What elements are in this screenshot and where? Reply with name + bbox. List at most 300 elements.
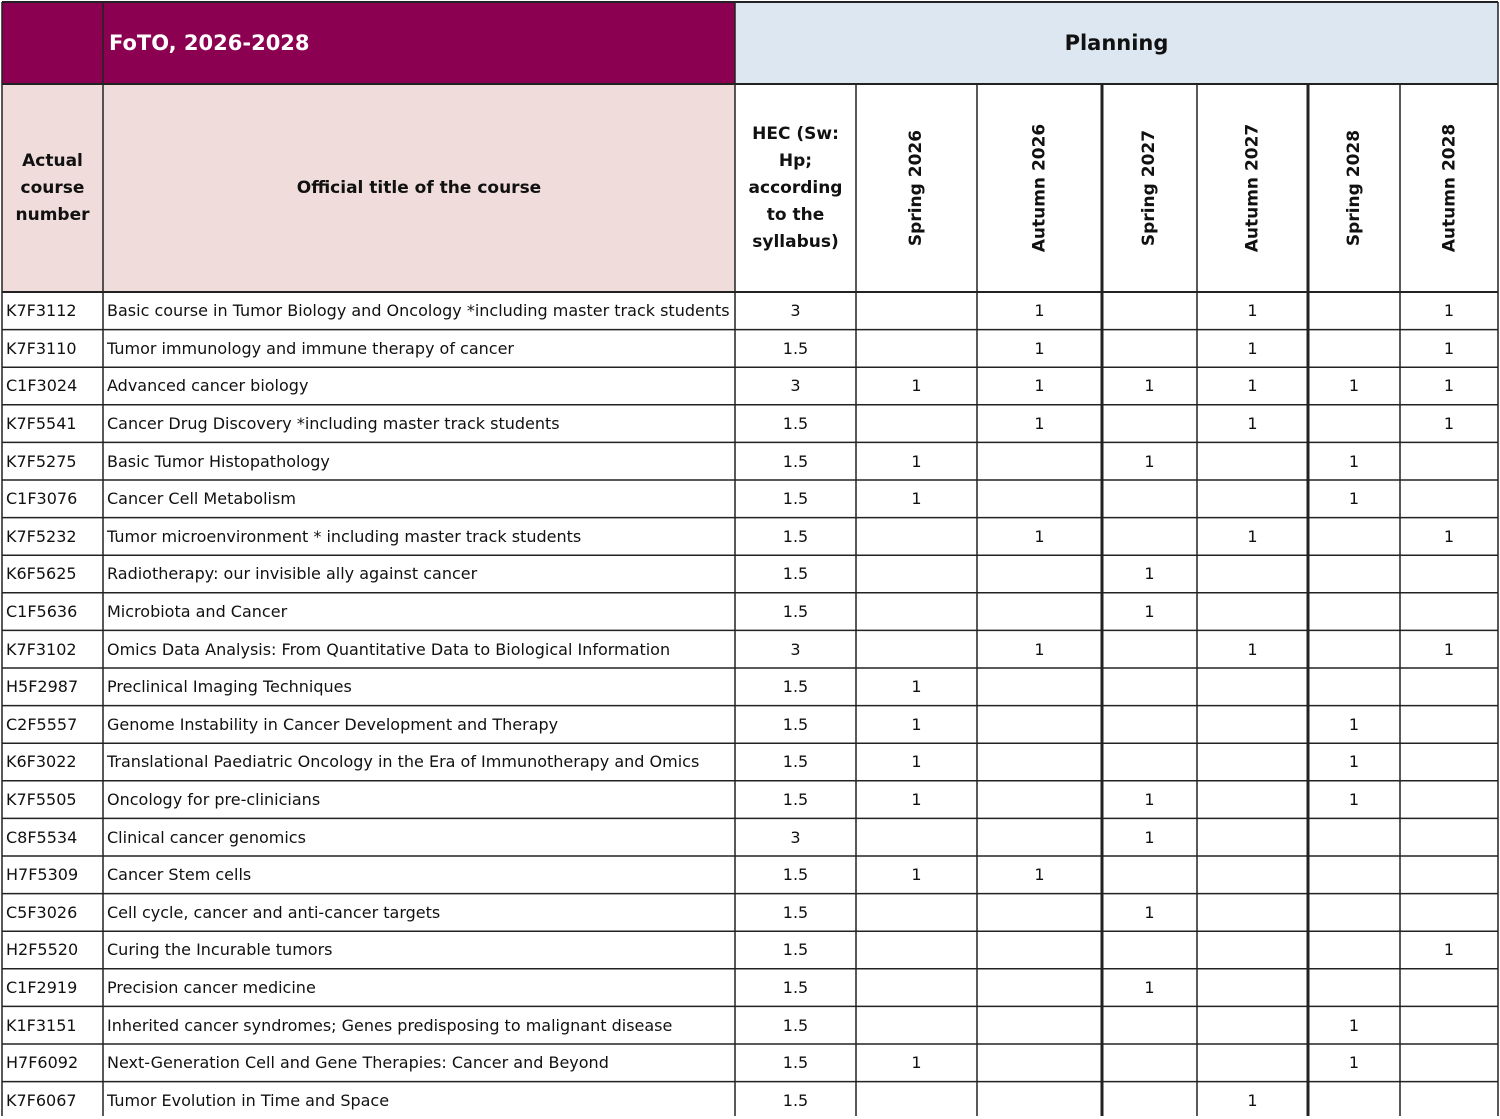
course-title-cell-text: Cell cycle, cancer and anti-cancer targets: [107, 902, 441, 922]
course-code-cell[interactable]: [2, 818, 103, 856]
semester-mark-cell[interactable]: [1197, 818, 1308, 856]
course-code-cell[interactable]: [2, 706, 103, 744]
course-code-cell[interactable]: [2, 480, 103, 518]
semester-mark-cell[interactable]: [977, 1082, 1102, 1119]
semester-mark-cell[interactable]: [1102, 405, 1197, 443]
semester-mark-cell[interactable]: [1400, 969, 1498, 1007]
semester-mark-cell[interactable]: [1308, 593, 1400, 631]
semester-mark-cell[interactable]: [856, 743, 977, 781]
course-code-cell-text: H2F5520: [6, 940, 79, 960]
semester-mark-cell[interactable]: [1197, 555, 1308, 593]
semester-mark-cell[interactable]: [1197, 1082, 1308, 1119]
hec-cell-text: 1.5: [782, 414, 809, 434]
semester-mark-cell-text: 1: [1144, 564, 1155, 584]
semester-mark-cell[interactable]: [1197, 931, 1308, 969]
course-title-cell[interactable]: [103, 480, 735, 518]
course-code-cell[interactable]: [2, 931, 103, 969]
semester-mark-cell[interactable]: [977, 330, 1102, 368]
semester-mark-cell[interactable]: [977, 630, 1102, 668]
course-code-cell[interactable]: [2, 743, 103, 781]
hec-cell-text: 1.5: [782, 790, 809, 810]
hec-cell[interactable]: [735, 367, 856, 405]
course-title-cell[interactable]: [103, 630, 735, 668]
course-title-cell[interactable]: [103, 894, 735, 932]
semester-mark-cell[interactable]: [1400, 480, 1498, 518]
semester-mark-cell-text: 1: [1247, 526, 1258, 546]
course-title-cell-text: Cancer Drug Discovery *including master track students: [107, 414, 560, 434]
semester-mark-cell-text: 1: [1247, 376, 1258, 396]
semester-mark-cell[interactable]: [1197, 969, 1308, 1007]
course-title-cell-text: Clinical cancer genomics: [107, 827, 306, 847]
semester-mark-cell[interactable]: [1400, 292, 1498, 330]
semester-mark-cell[interactable]: [1308, 480, 1400, 518]
hec-cell[interactable]: [735, 931, 856, 969]
semester-mark-cell[interactable]: [977, 743, 1102, 781]
semester-mark-cell[interactable]: [856, 818, 977, 856]
semester-mark-cell[interactable]: [856, 1006, 977, 1044]
semester-mark-cell[interactable]: [1197, 1044, 1308, 1082]
semester-mark-cell-text: 1: [1247, 639, 1258, 659]
semester-mark-cell-text: 1: [1247, 414, 1258, 434]
semester-mark-cell[interactable]: [1400, 706, 1498, 744]
course-code-cell-text: K6F3022: [6, 752, 77, 772]
semester-mark-cell[interactable]: [1400, 518, 1498, 556]
semester-label: Spring 2027: [1139, 129, 1160, 247]
semester-mark-cell[interactable]: [1308, 518, 1400, 556]
course-code-cell-text: K7F3102: [6, 639, 77, 659]
semester-mark-cell-text: 1: [1034, 301, 1045, 321]
hec-cell-text: 1.5: [782, 338, 809, 358]
hec-cell[interactable]: [735, 405, 856, 443]
course-title-cell-text: Translational Paediatric Oncology in the Era of Immunotherapy and Omics: [107, 752, 700, 772]
semester-header-4[interactable]: [1197, 84, 1308, 292]
semester-mark-cell[interactable]: [856, 1082, 977, 1119]
semester-mark-cell[interactable]: [1400, 894, 1498, 932]
semester-mark-cell[interactable]: [1400, 330, 1498, 368]
semester-mark-cell[interactable]: [1102, 1082, 1197, 1119]
semester-mark-cell[interactable]: [977, 969, 1102, 1007]
semester-mark-cell[interactable]: [856, 555, 977, 593]
course-code-cell-text: K7F5275: [6, 451, 77, 471]
hec-cell[interactable]: [735, 292, 856, 330]
planning-header-cell[interactable]: [735, 2, 1498, 84]
semester-mark-cell[interactable]: [856, 706, 977, 744]
program-title-cell[interactable]: [103, 2, 735, 84]
course-title-cell[interactable]: [103, 969, 735, 1007]
semester-mark-cell[interactable]: [1308, 781, 1400, 819]
course-title-cell-text: Radiotherapy: our invisible ally against cancer: [107, 564, 478, 584]
semester-mark-cell[interactable]: [1400, 1006, 1498, 1044]
code-header-cell[interactable]: [2, 84, 103, 292]
hec-header: HEC (Sw: Hp; according to the syllabus): [748, 123, 843, 252]
course-title-cell[interactable]: [103, 1006, 735, 1044]
hec-cell-text: 3: [790, 376, 801, 396]
semester-mark-cell[interactable]: [856, 593, 977, 631]
hec-cell[interactable]: [735, 1044, 856, 1082]
course-code-cell-text: K7F6067: [6, 1090, 77, 1110]
course-title-cell-text: Microbiota and Cancer: [107, 602, 288, 622]
course-code-cell-text: H7F5309: [6, 865, 79, 885]
hec-cell[interactable]: [735, 593, 856, 631]
semester-mark-cell-text: 1: [1348, 790, 1360, 810]
semester-mark-cell[interactable]: [1197, 668, 1308, 706]
semester-header-1[interactable]: [856, 84, 977, 292]
course-title-cell-text: Oncology for pre-clinicians: [107, 790, 321, 810]
hec-cell[interactable]: [735, 1006, 856, 1044]
hec-cell[interactable]: [735, 330, 856, 368]
hec-cell[interactable]: [735, 781, 856, 819]
hec-cell-text: 1.5: [782, 940, 809, 960]
corner-cell[interactable]: [2, 2, 103, 84]
course-title-cell-text: Preclinical Imaging Techniques: [107, 677, 352, 697]
semester-mark-cell[interactable]: [1197, 518, 1308, 556]
semester-mark-cell-text: 1: [1443, 414, 1455, 434]
semester-mark-cell-text: 1: [1443, 526, 1455, 546]
semester-mark-cell[interactable]: [1308, 931, 1400, 969]
semester-mark-cell-text: 1: [1144, 902, 1155, 922]
semester-mark-cell[interactable]: [1102, 1044, 1197, 1082]
semester-label: Autumn 2026: [1029, 123, 1050, 253]
hec-cell[interactable]: [735, 555, 856, 593]
course-title-cell[interactable]: [103, 330, 735, 368]
semester-mark-cell[interactable]: [1400, 1082, 1498, 1119]
course-title-cell[interactable]: [103, 781, 735, 819]
course-title-cell[interactable]: [103, 292, 735, 330]
semester-mark-cell[interactable]: [1102, 292, 1197, 330]
course-code-cell-text: H7F6092: [6, 1053, 79, 1073]
semester-mark-cell[interactable]: [1400, 781, 1498, 819]
semester-mark-cell[interactable]: [977, 292, 1102, 330]
course-code-cell-text: C5F3026: [6, 902, 78, 922]
semester-mark-cell-text: 1: [1247, 1090, 1258, 1110]
semester-mark-cell[interactable]: [1197, 593, 1308, 631]
semester-mark-cell[interactable]: [977, 480, 1102, 518]
semester-mark-cell[interactable]: [1102, 969, 1197, 1007]
semester-mark-cell[interactable]: [856, 781, 977, 819]
hec-cell[interactable]: [735, 668, 856, 706]
course-title-cell-text: Tumor Evolution in Time and Space: [107, 1090, 390, 1110]
semester-mark-cell[interactable]: [856, 405, 977, 443]
semester-mark-cell[interactable]: [1102, 442, 1197, 480]
course-code-cell[interactable]: [2, 405, 103, 443]
semester-mark-cell[interactable]: [856, 292, 977, 330]
semester-mark-cell[interactable]: [1197, 781, 1308, 819]
semester-mark-cell[interactable]: [1400, 818, 1498, 856]
semester-mark-cell[interactable]: [1197, 1006, 1308, 1044]
semester-mark-cell[interactable]: [1308, 630, 1400, 668]
course-title-cell[interactable]: [103, 593, 735, 631]
semester-mark-cell[interactable]: [1102, 931, 1197, 969]
course-code-cell-text: K7F5232: [6, 526, 77, 546]
hec-cell[interactable]: [735, 1082, 856, 1119]
course-code-cell[interactable]: [2, 894, 103, 932]
semester-mark-cell[interactable]: [1308, 1082, 1400, 1119]
semester-mark-cell-text: 1: [1144, 827, 1155, 847]
semester-mark-cell-text: 1: [1034, 414, 1045, 434]
semester-mark-cell[interactable]: [977, 405, 1102, 443]
semester-mark-cell[interactable]: [977, 442, 1102, 480]
semester-mark-cell-text: 1: [1348, 714, 1360, 734]
hec-cell[interactable]: [735, 442, 856, 480]
semester-mark-cell[interactable]: [1308, 818, 1400, 856]
semester-mark-cell[interactable]: [1400, 668, 1498, 706]
hec-cell-text: 1.5: [782, 564, 809, 584]
course-code-cell-text: K1F3151: [6, 1015, 77, 1035]
course-code-cell[interactable]: [2, 781, 103, 819]
semester-mark-cell[interactable]: [1102, 1006, 1197, 1044]
semester-mark-cell[interactable]: [1308, 330, 1400, 368]
semester-header-3[interactable]: [1102, 84, 1197, 292]
semester-mark-cell[interactable]: [977, 367, 1102, 405]
course-code-cell[interactable]: [2, 292, 103, 330]
semester-mark-cell[interactable]: [1197, 480, 1308, 518]
semester-mark-cell-text: 1: [911, 677, 922, 697]
course-code-cell[interactable]: [2, 1044, 103, 1082]
course-code-cell-text: K7F3110: [6, 338, 77, 358]
hec-cell[interactable]: [735, 856, 856, 894]
semester-mark-cell[interactable]: [1102, 856, 1197, 894]
hec-cell-text: 1.5: [782, 978, 809, 998]
hec-cell[interactable]: [735, 969, 856, 1007]
semester-header-5[interactable]: [1308, 84, 1400, 292]
course-code-cell[interactable]: [2, 969, 103, 1007]
semester-mark-cell-text: 1: [1443, 940, 1455, 960]
course-title-cell[interactable]: [103, 743, 735, 781]
semester-mark-cell[interactable]: [977, 1006, 1102, 1044]
course-title-cell[interactable]: [103, 931, 735, 969]
hec-cell-text: 1.5: [782, 602, 809, 622]
course-title-cell[interactable]: [103, 856, 735, 894]
course-title-cell-text: Precision cancer medicine: [107, 978, 316, 998]
semester-header-6[interactable]: [1400, 84, 1498, 292]
course-code-cell[interactable]: [2, 856, 103, 894]
course-title-cell-text: Basic Tumor Histopathology: [107, 451, 330, 471]
course-title-cell-text: Inherited cancer syndromes; Genes predisposing to malignant disease: [107, 1015, 673, 1035]
semester-mark-cell[interactable]: [1308, 555, 1400, 593]
semester-mark-cell[interactable]: [1197, 405, 1308, 443]
hec-cell-text: 1.5: [782, 489, 809, 509]
semester-mark-cell[interactable]: [1308, 743, 1400, 781]
semester-mark-cell[interactable]: [856, 367, 977, 405]
semester-mark-cell[interactable]: [1400, 442, 1498, 480]
course-title-cell[interactable]: [103, 518, 735, 556]
course-title-cell-text: Omics Data Analysis: From Quantitative Data to Biological Information: [107, 639, 671, 659]
course-title-cell-text: Basic course in Tumor Biology and Oncology *including master track students: [107, 301, 730, 321]
semester-mark-cell[interactable]: [1400, 593, 1498, 631]
semester-mark-cell[interactable]: [977, 593, 1102, 631]
semester-header-2[interactable]: [977, 84, 1102, 292]
course-code-cell[interactable]: [2, 367, 103, 405]
semester-mark-cell[interactable]: [1102, 593, 1197, 631]
semester-mark-cell[interactable]: [1400, 555, 1498, 593]
semester-mark-cell-text: 1: [1348, 489, 1360, 509]
semester-mark-cell[interactable]: [977, 706, 1102, 744]
semester-mark-cell[interactable]: [1102, 630, 1197, 668]
semester-mark-cell-text: 1: [1144, 978, 1155, 998]
semester-mark-cell[interactable]: [1400, 405, 1498, 443]
hec-cell-text: 3: [790, 827, 801, 847]
semester-mark-cell[interactable]: [1102, 781, 1197, 819]
hec-cell-text: 1.5: [782, 677, 809, 697]
course-title-cell[interactable]: [103, 405, 735, 443]
semester-mark-cell[interactable]: [1102, 894, 1197, 932]
semester-mark-cell[interactable]: [1197, 894, 1308, 932]
semester-mark-cell[interactable]: [1197, 367, 1308, 405]
course-title-cell-text: Tumor immunology and immune therapy of cancer: [107, 338, 514, 358]
semester-mark-cell[interactable]: [856, 894, 977, 932]
semester-mark-cell-text: 1: [1348, 1015, 1360, 1035]
course-title-cell-text: Curing the Incurable tumors: [107, 940, 333, 960]
course-code-cell[interactable]: [2, 1006, 103, 1044]
semester-mark-cell[interactable]: [977, 856, 1102, 894]
semester-mark-cell-text: 1: [1348, 1053, 1360, 1073]
semester-mark-cell[interactable]: [1102, 518, 1197, 556]
course-title-cell[interactable]: [103, 367, 735, 405]
semester-mark-cell[interactable]: [856, 630, 977, 668]
course-code-cell[interactable]: [2, 1082, 103, 1119]
semester-mark-cell[interactable]: [977, 518, 1102, 556]
hec-cell[interactable]: [735, 630, 856, 668]
semester-label: Autumn 2028: [1439, 123, 1460, 253]
semester-mark-cell[interactable]: [1197, 442, 1308, 480]
hec-cell[interactable]: [735, 706, 856, 744]
semester-mark-cell[interactable]: [856, 330, 977, 368]
course-title-cell-text: Next-Generation Cell and Gene Therapies: Cancer and Beyond: [107, 1053, 609, 1073]
semester-mark-cell-text: 1: [911, 752, 922, 772]
program-title: FoTO, 2026-2028: [109, 31, 310, 55]
semester-mark-cell[interactable]: [1308, 405, 1400, 443]
semester-mark-cell[interactable]: [977, 818, 1102, 856]
course-title-cell[interactable]: [103, 668, 735, 706]
semester-mark-cell[interactable]: [1197, 292, 1308, 330]
semester-mark-cell[interactable]: [856, 931, 977, 969]
hec-cell[interactable]: [735, 743, 856, 781]
semester-mark-cell[interactable]: [1102, 706, 1197, 744]
course-code-cell[interactable]: [2, 668, 103, 706]
semester-mark-cell[interactable]: [1308, 969, 1400, 1007]
course-code-cell[interactable]: [2, 518, 103, 556]
semester-mark-cell[interactable]: [977, 555, 1102, 593]
semester-mark-cell[interactable]: [1102, 480, 1197, 518]
semester-label: Spring 2026: [906, 129, 927, 247]
semester-mark-cell[interactable]: [1400, 1044, 1498, 1082]
semester-mark-cell[interactable]: [856, 668, 977, 706]
course-code-cell-text: C8F5534: [6, 827, 78, 847]
course-code-cell-text: C1F3076: [6, 489, 78, 509]
semester-mark-cell[interactable]: [1308, 442, 1400, 480]
hec-cell-text: 1.5: [782, 865, 809, 885]
semester-mark-cell[interactable]: [856, 969, 977, 1007]
semester-mark-cell[interactable]: [1400, 367, 1498, 405]
semester-mark-cell[interactable]: [1308, 668, 1400, 706]
semester-mark-cell[interactable]: [977, 894, 1102, 932]
course-code-cell[interactable]: [2, 630, 103, 668]
hec-cell[interactable]: [735, 480, 856, 518]
semester-mark-cell[interactable]: [977, 781, 1102, 819]
hec-cell-text: 1.5: [782, 526, 809, 546]
semester-mark-cell[interactable]: [1308, 706, 1400, 744]
hec-cell[interactable]: [735, 894, 856, 932]
hec-cell[interactable]: [735, 518, 856, 556]
semester-mark-cell-text: 1: [1034, 376, 1045, 396]
course-title-cell[interactable]: [103, 818, 735, 856]
semester-mark-cell[interactable]: [977, 668, 1102, 706]
semester-mark-cell[interactable]: [1197, 706, 1308, 744]
course-title-cell[interactable]: [103, 555, 735, 593]
semester-mark-cell[interactable]: [1400, 931, 1498, 969]
course-code-cell[interactable]: [2, 555, 103, 593]
course-code-cell-text: K7F3112: [6, 301, 77, 321]
semester-mark-cell[interactable]: [1400, 630, 1498, 668]
course-code-cell-text: C1F2919: [6, 978, 78, 998]
semester-mark-cell[interactable]: [1102, 555, 1197, 593]
semester-mark-cell-text: 1: [1247, 338, 1258, 358]
semester-mark-cell[interactable]: [1197, 630, 1308, 668]
semester-mark-cell[interactable]: [977, 931, 1102, 969]
course-code-cell-text: K7F5505: [6, 790, 77, 810]
semester-mark-cell[interactable]: [1102, 668, 1197, 706]
semester-mark-cell-text: 1: [1144, 376, 1155, 396]
semester-mark-cell-text: 1: [1443, 376, 1455, 396]
semester-mark-cell-text: 1: [911, 451, 922, 471]
semester-mark-cell-text: 1: [1144, 451, 1155, 471]
semester-mark-cell[interactable]: [1102, 367, 1197, 405]
semester-mark-cell-text: 1: [1144, 790, 1155, 810]
semester-mark-cell-text: 1: [1443, 338, 1455, 358]
semester-mark-cell[interactable]: [1197, 330, 1308, 368]
semester-mark-cell[interactable]: [856, 442, 977, 480]
semester-mark-cell[interactable]: [1308, 856, 1400, 894]
course-title-cell[interactable]: [103, 706, 735, 744]
semester-mark-cell[interactable]: [1400, 856, 1498, 894]
semester-mark-cell[interactable]: [1102, 743, 1197, 781]
semester-mark-cell-text: 1: [1034, 639, 1045, 659]
semester-mark-cell[interactable]: [1308, 1006, 1400, 1044]
semester-mark-cell-text: 1: [1443, 301, 1455, 321]
course-title-cell[interactable]: [103, 1044, 735, 1082]
semester-mark-cell[interactable]: [977, 1044, 1102, 1082]
semester-mark-cell-text: 1: [1443, 639, 1455, 659]
semester-mark-cell[interactable]: [1308, 894, 1400, 932]
hec-header-cell[interactable]: [735, 84, 856, 292]
course-code-cell[interactable]: [2, 593, 103, 631]
semester-mark-cell[interactable]: [1102, 330, 1197, 368]
title-header-cell[interactable]: [103, 84, 735, 292]
course-code-cell-text: H5F2987: [6, 677, 79, 697]
hec-cell-text: 1.5: [782, 752, 809, 772]
semester-mark-cell[interactable]: [1197, 856, 1308, 894]
course-code-cell[interactable]: [2, 442, 103, 480]
semester-mark-cell[interactable]: [856, 1044, 977, 1082]
semester-mark-cell-text: 1: [1348, 752, 1360, 772]
semester-mark-cell[interactable]: [856, 480, 977, 518]
code-header: Actual course number: [15, 150, 90, 225]
semester-mark-cell[interactable]: [1308, 292, 1400, 330]
semester-mark-cell[interactable]: [856, 856, 977, 894]
course-title-cell[interactable]: [103, 1082, 735, 1119]
course-code-cell[interactable]: [2, 330, 103, 368]
course-title-cell[interactable]: [103, 442, 735, 480]
semester-mark-cell[interactable]: [856, 518, 977, 556]
semester-mark-cell[interactable]: [1400, 743, 1498, 781]
semester-mark-cell[interactable]: [1308, 1044, 1400, 1082]
semester-mark-cell[interactable]: [1102, 818, 1197, 856]
hec-cell[interactable]: [735, 818, 856, 856]
course-title-cell-text: Cancer Cell Metabolism: [107, 489, 296, 509]
semester-mark-cell[interactable]: [1308, 367, 1400, 405]
semester-mark-cell[interactable]: [1197, 743, 1308, 781]
hec-cell-text: 1.5: [782, 1090, 809, 1110]
